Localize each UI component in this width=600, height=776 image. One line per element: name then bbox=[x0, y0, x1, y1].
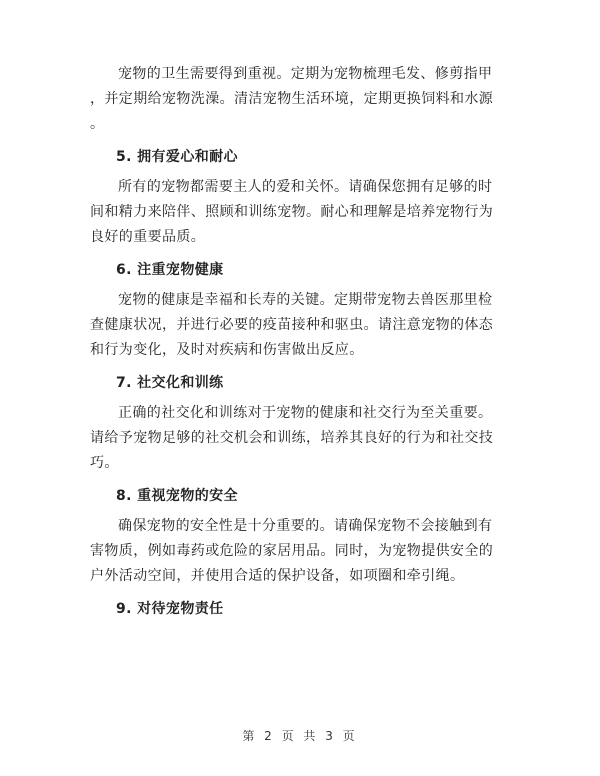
section-paragraph-5 bbox=[90, 175, 510, 250]
paragraph-line: 正确的社交化和训练对于宠物的健康和社交行为至关重要。 bbox=[118, 405, 493, 421]
paragraph-line: 良好的重要品质。 bbox=[90, 229, 206, 245]
section-paragraph-6 bbox=[90, 288, 510, 363]
paragraph-line: ，并定期给宠物洗澡。清洁宠物生活环境，定期更换饲料和水源 bbox=[90, 91, 494, 107]
paragraph-line: 间和精力来陪伴、照顾和训练宠物。耐心和理解是培养宠物行为 bbox=[90, 204, 494, 220]
section-paragraph-7 bbox=[90, 401, 510, 476]
paragraph-line: 确保宠物的安全性是十分重要的。请确保宠物不会接触到有 bbox=[118, 518, 493, 534]
paragraph-line: 。 bbox=[90, 116, 105, 132]
page-number-footer: 第 2 页 共 3 页 bbox=[242, 729, 358, 743]
section-heading-7: 7. 社交化和训练 bbox=[116, 375, 224, 391]
paragraph-line: 巧。 bbox=[90, 455, 119, 471]
paragraph-line: 户外活动空间，并使用合适的保护设备，如项圈和牵引绳。 bbox=[90, 568, 465, 584]
paragraph-line: 查健康状况，并进行必要的疫苗接种和驱虫。请注意宠物的体态 bbox=[90, 317, 494, 333]
paragraph-line: 害物质，例如毒药或危险的家居用品。同时，为宠物提供安全的 bbox=[90, 543, 494, 559]
section-heading-8: 8. 重视宠物的安全 bbox=[116, 488, 238, 504]
paragraph-line: 所有的宠物都需要主人的爱和关怀。请确保您拥有足够的时 bbox=[118, 179, 493, 195]
section-paragraph-8 bbox=[90, 514, 510, 589]
section-heading-9: 9. 对待宠物责任 bbox=[116, 601, 224, 617]
paragraph-line: 和行为变化，及时对疾病和伤害做出反应。 bbox=[90, 342, 364, 358]
intro-paragraph bbox=[90, 62, 510, 137]
paragraph-line: 宠物的健康是幸福和长寿的关键。定期带宠物去兽医那里检 bbox=[118, 292, 493, 308]
document-body bbox=[90, 62, 510, 627]
section-heading-5: 5. 拥有爱心和耐心 bbox=[116, 149, 238, 165]
paragraph-line: 请给予宠物足够的社交机会和训练，培养其良好的行为和社交技 bbox=[90, 430, 494, 446]
section-heading-6: 6. 注重宠物健康 bbox=[116, 262, 224, 278]
paragraph-line: 宠物的卫生需要得到重视。定期为宠物梳理毛发、修剪指甲 bbox=[118, 66, 493, 82]
